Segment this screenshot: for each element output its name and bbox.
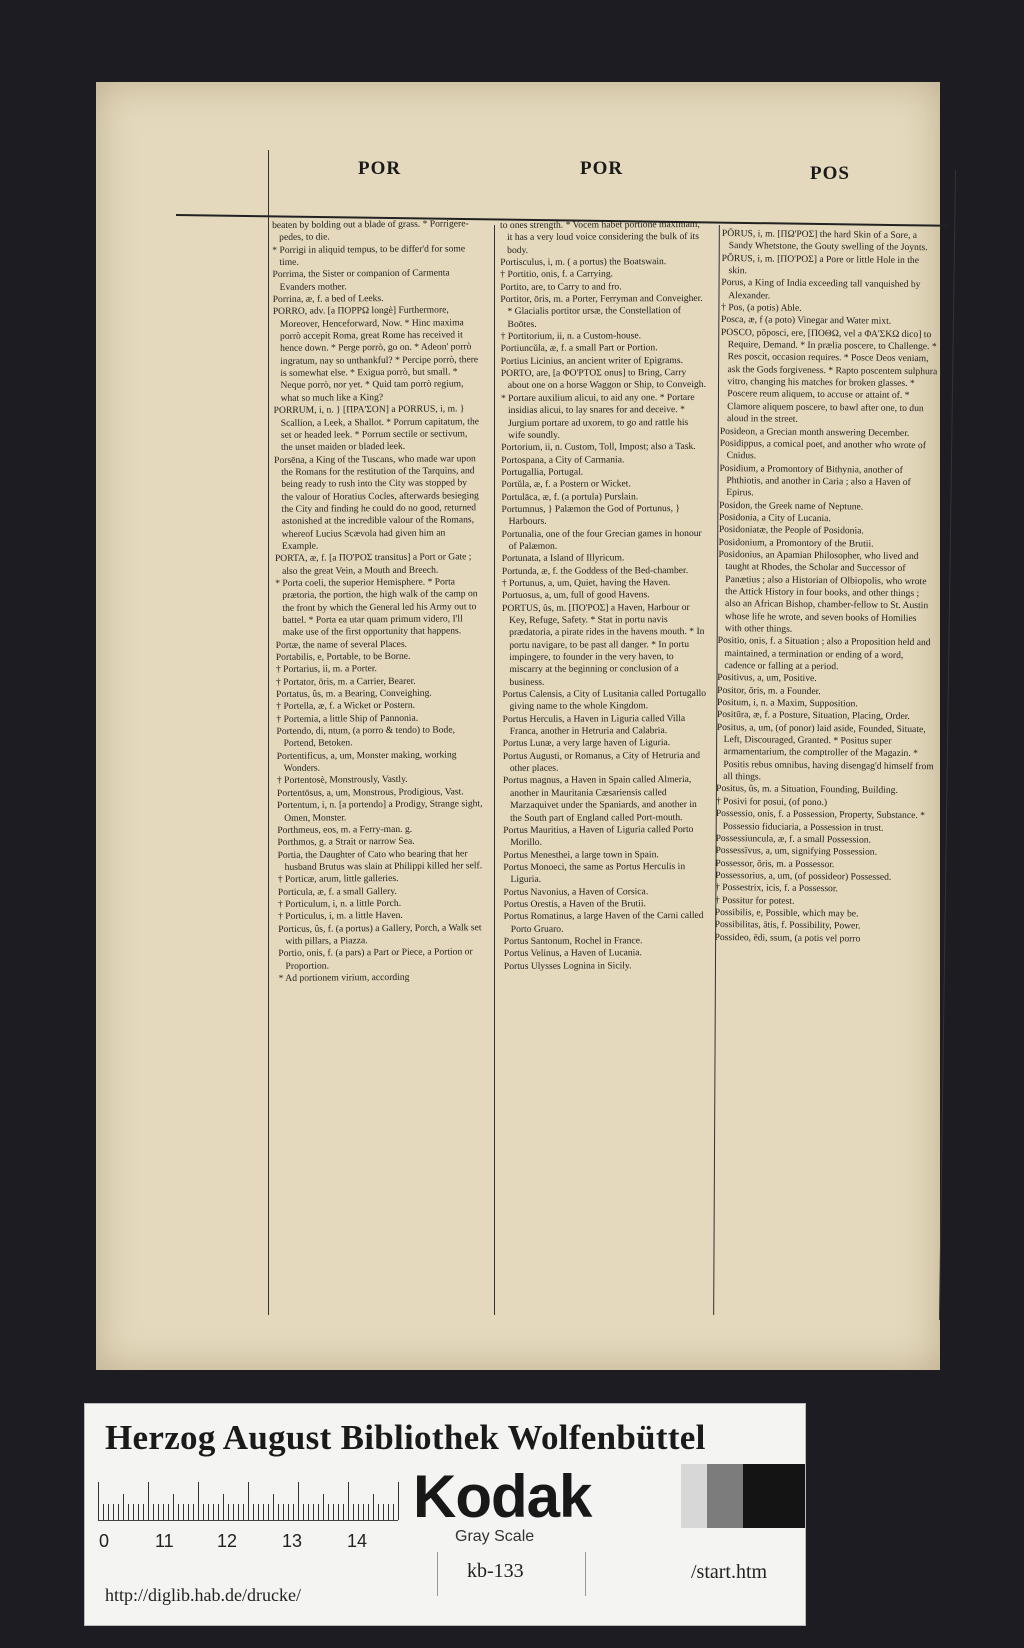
dictionary-entry: † Possestrix, icis, f. a Possessor.: [715, 882, 839, 895]
dictionary-entry: Portus Calensis, a City of Lusitania called Portugallo giving name to the whole Kingdom.: [502, 687, 707, 713]
dictionary-entry: Possessorius, a, um, (of possideor) Possessed.: [715, 869, 892, 883]
dictionary-entry: † Portitorium, ii, n. a Custom-house.: [500, 330, 642, 343]
ruler-tick: [233, 1504, 234, 1520]
ruler-tick: [323, 1494, 324, 1520]
ruler-tick: [148, 1482, 149, 1520]
gray-swatch-light: [681, 1464, 707, 1528]
dictionary-entry: † Porticulum, i, n. a little Porch.: [277, 897, 402, 910]
dictionary-entry: POSCO, pōposci, ere, [ΠΟΘΩ, vel a ΦΑ'ΣΚΩ dico] to Require, Demand. * In prælia poscere, to Challenge. * Res poscit, occasion requires. * Posce Deos veniam, ask the Gods forgiveness. * Rapto poscentem sulphura vitro, changing his matches for broken glasses. * Poscere reum aliquem, to accuse or attaint of. * Clamore aliquem poscere, to bawl after one, to dun aloud in the street.: [720, 326, 938, 425]
ruler-tick: [153, 1504, 154, 1520]
dictionary-entry: † Pos, (a potis) Able.: [721, 302, 802, 314]
dictionary-entry: Portus Augusti, or Romanus, a City of Hetruria and other places.: [502, 749, 701, 775]
dictionary-entry: Portus Ulysses Lognina in Sicily.: [503, 959, 632, 972]
ruler-tick: [253, 1504, 254, 1520]
dictionary-entry: Posidon, the Greek name of Neptune.: [719, 499, 864, 513]
page-right-rule: [939, 170, 956, 1320]
gray-swatch-black: [743, 1464, 805, 1528]
dictionary-entry: Portus Santonum, Rochel in France.: [503, 935, 643, 947]
ruler-tick: [273, 1494, 274, 1520]
dictionary-entry: * Porta coeli, the superior Hemisphere. * Porta prætoria, the portion, the high walk of the camp on the front by which the General led his Army out to battel. * Porta ea utar quam primum videro, I'll make use of the first opportunity that happens.: [275, 576, 478, 639]
dictionary-entry: Positio, onis, f. a Situation ; also a Proposition held and maintained, a termination or ending of a word, cadence or falling at a period.: [717, 635, 931, 673]
dictionary-entry: Positivus, a, um, Positive.: [717, 672, 817, 685]
ruler-tick: [398, 1482, 399, 1520]
dictionary-entry: Portus Lunæ, a very large haven of Liguria.: [502, 737, 671, 750]
ruler-tick: [208, 1504, 209, 1520]
measurement-ruler: [98, 1482, 398, 1521]
dictionary-entry: Porticus, ûs, f. (a portus) a Gallery, Porch, a Walk set with pillars, a Piazza.: [278, 921, 482, 947]
dictionary-entry: Portus Mauritius, a Haven of Liguria called Porto Morillo.: [503, 823, 694, 849]
ruler-tick: [203, 1504, 204, 1520]
gray-scale-label: Gray Scale: [455, 1528, 535, 1545]
kodak-logo: Kodak: [413, 1463, 592, 1530]
dictionary-entry: Possessor, ōris, m. a Possessor.: [715, 857, 835, 870]
ruler-tick: [358, 1504, 359, 1520]
dictionary-entry: Possessio, onis, f. a Possession, Property, Substance. * Possessio fiduciaria, a Possession in trust.: [715, 808, 926, 834]
ruler-tick: [183, 1504, 184, 1520]
dictionary-entry: Positus, ûs, m. a Situation, Founding, Building.: [716, 783, 898, 797]
ruler-tick: [333, 1504, 334, 1520]
dictionary-entry: Portendo, di, ntum, (a porro & tendo) to Bode, Portend, Betoken.: [276, 724, 456, 750]
ruler-tick: [143, 1504, 144, 1520]
dictionary-entry: Posidonium, a Promontory of the Brutii.: [718, 536, 874, 550]
call-number: kb-133: [467, 1560, 524, 1582]
dictionary-entry: Portito, are, to Carry to and fro.: [500, 281, 622, 293]
ruler-tick: [303, 1504, 304, 1520]
dictionary-entry: PORRO, adv. [a ΠΟΡΡΩ longè] Furthermore, Moreover, Henceforward, Now. * Hinc maxima porrò accepit Roma, great Rome has received it hence down. * Perge porrò, go on. * Adeon' porrò ingratum, nay so unthankful? * Percipe porrò, there is somewhat else. * Exigua porrò, but small. * Neque porrò, nor yet. * Quid tam porrò regium, what so much like a King?: [272, 304, 479, 404]
dictionary-entry: PŎRUS, i, m. [ΠΟ'ΡΟΣ] a Pore or little Hole in the skin.: [721, 252, 920, 277]
dictionary-column-1: [272, 218, 488, 1320]
dictionary-entry: Portumnus, } Palæmon the God of Portunus, } Harbours.: [501, 502, 680, 528]
dictionary-entry: Portentificus, a, um, Monster making, working Wonders.: [276, 749, 457, 775]
library-url: http://diglib.hab.de/drucke/: [105, 1585, 301, 1605]
ruler-tick: [363, 1504, 364, 1520]
dictionary-entry: Posidippus, a comical poet, and another who wrote of Cnidus.: [719, 437, 927, 462]
dictionary-entry: Portus Romatinus, a large Haven of the Carni called Porto Gruaro.: [503, 910, 704, 935]
ruler-tick: [173, 1494, 174, 1520]
dictionary-entry: Posidonius, an Apamian Philosopher, who lived and taught at Rhodes, the Scholar and Successor of Panætius ; also a Historian of Olbiopolis, who wrote the Attick History in four books, and other things ; also an African Bishop, chamber-fellow to St. Austin whose life he wrote, and seven books of Homilies with other things.: [718, 548, 929, 635]
ruler-tick: [108, 1504, 109, 1520]
dictionary-entry: Portius Licinius, an ancient writer of Epigrams.: [500, 354, 684, 367]
ruler-number: 11: [155, 1531, 174, 1551]
ruler-number: 14: [347, 1531, 368, 1551]
ruler-tick: [328, 1504, 329, 1520]
dictionary-entry: Positor, ōris, m. a Founder.: [717, 684, 821, 697]
dictionary-entry: Portabilis, e, Portable, to be Borne.: [275, 650, 411, 664]
ruler-tick: [278, 1504, 279, 1520]
dictionary-entry: * Portare auxilium alicui, to aid any one. * Portare insidias alicui, to lay snares for and deceive. * Jurgium portare ad uxorem, to go and rattle his wife soundly.: [500, 391, 695, 441]
dictionary-entry: Portunata, a Island of Illyricum.: [501, 552, 625, 565]
ruler-tick: [113, 1504, 114, 1520]
dictionary-entry: Portuosus, a, um, full of good Havens.: [501, 589, 650, 602]
dictionary-entry: Portentōsus, a, um, Monstrous, Prodigious, Vast.: [276, 786, 464, 799]
dictionary-entry: to ones strength. * Vocem habet portione maximam, it has a very loud voice considering the bulk of its body.: [500, 218, 700, 256]
ruler-tick: [198, 1482, 199, 1520]
ruler-tick: [308, 1504, 309, 1520]
ruler-tick: [338, 1504, 339, 1520]
running-head-center: POR: [580, 158, 624, 179]
ruler-tick: [103, 1504, 104, 1520]
card-separator: [437, 1552, 438, 1596]
ruler-tick: [268, 1504, 269, 1520]
dictionary-entry: Portæ, the name of several Places.: [275, 638, 408, 651]
ruler-tick: [228, 1504, 229, 1520]
ruler-tick: [373, 1494, 374, 1520]
dictionary-entry: † Portella, æ, f. a Wicket or Postern.: [276, 700, 416, 713]
dictionary-entry: Porsēna, a King of the Tuscans, who made war upon the Romans for the restitution of the Tarquins, and being ready to rush into the City was stopped by the valour of Horatius Cocles, afterwards besieging the City and finding he could do no good, returned astonished at the incredible valour of the Romans, whereof Lucius Scævola had given him an Example.: [274, 452, 479, 552]
dictionary-entry: Possessiuncula, æ, f. a small Possession.: [715, 832, 872, 846]
ruler-tick: [218, 1504, 219, 1520]
gray-swatch-mid: [707, 1464, 743, 1528]
ruler-number: 0: [99, 1531, 110, 1551]
dictionary-entry: Portunda, æ, f. the Goddess of the Bed-chamber.: [501, 564, 689, 577]
ruler-tick: [388, 1504, 389, 1520]
ruler-tick: [383, 1504, 384, 1520]
ruler-tick: [123, 1494, 124, 1520]
dictionary-entry: Portitor, ōris, m. a Porter, Ferryman and Conveigher. * Glacialis portitor ursæ, the Constellation of Boōtes.: [500, 293, 703, 330]
dictionary-entry: Portia, the Daughter of Cato who bearing that her husband Brutus was slain at Philippi killed her self.: [277, 847, 483, 873]
start-link: /start.htm: [691, 1561, 768, 1583]
ruler-number: 12: [217, 1531, 238, 1551]
ruler-tick: [293, 1504, 294, 1520]
column-divider-1: [494, 225, 495, 1315]
dictionary-entry: † Portarius, ii, m. a Porter.: [275, 663, 377, 676]
dictionary-entry: Portus Herculis, a Haven in Liguria called Villa Franca, another in Hetruria and Calabria.: [502, 712, 686, 738]
ruler-tick: [283, 1504, 284, 1520]
card-separator: [585, 1552, 586, 1596]
running-head-left: POR: [358, 158, 402, 179]
ruler-tick: [98, 1482, 99, 1520]
page-left-rule: [268, 150, 269, 1315]
dictionary-entry: * Ad portionem virium, according: [278, 971, 410, 984]
dictionary-entry: † Porticulus, i, m. a little Haven.: [278, 910, 403, 923]
ruler-tick: [248, 1482, 249, 1520]
ruler-tick: [343, 1504, 344, 1520]
ruler-tick: [223, 1494, 224, 1520]
ruler-number: 13: [282, 1531, 303, 1551]
dictionary-entry: PORTO, are, [a ΦΟ'ΡΤΟΣ onus] to Bring, Carry about one on a horse Waggon or Ship, to Conveigh.: [500, 367, 707, 392]
ruler-tick: [288, 1504, 289, 1520]
dictionary-entry: PŌRUS, i, m. [ΠΩ'ΡΟΣ] the hard Skin of a Sore, a Sandy Whetstone, the Gouty swelling of the Joynts.: [721, 228, 928, 254]
dictionary-entry: Possibilis, e, Possible, which may be.: [714, 906, 859, 920]
ruler-tick: [178, 1504, 179, 1520]
dictionary-entry: Positum, i, n. a Maxim, Supposition.: [716, 697, 858, 710]
ruler-tick: [368, 1504, 369, 1520]
dictionary-entry: Possibilitas, ātis, f. Possibility, Power.: [714, 919, 861, 932]
dictionary-entry: Posideon, a Grecian month answering December.: [719, 425, 910, 439]
dictionary-column-3: [710, 228, 940, 1330]
ruler-tick: [378, 1504, 379, 1520]
dictionary-entry: Posidoniatæ, the People of Posidonia.: [718, 524, 864, 537]
ruler-tick: [168, 1504, 169, 1520]
ruler-tick: [393, 1504, 394, 1520]
dictionary-entry: Portisculus, i, m. ( a portus) the Boatswain.: [500, 256, 667, 269]
institution-name: Herzog August Bibliothek Wolfenbüttel: [105, 1418, 706, 1457]
ruler-tick: [243, 1504, 244, 1520]
dictionary-entry: PORTUS, ûs, m. [ΠΟ'ΡΟΣ] a Haven, Harbour or Key, Refuge, Safety. * Stat in portu navis prædatoria, a pirate rides in the havens mouth. * In portu navigare, to be past all danger. * In portu impingere, to founder in the very haven, to miscarry at the beginning or conclusion of a business.: [502, 601, 705, 688]
dictionary-entry: Posidium, a Promontory of Bithynia, another of Phthiotis, and another in Caria ; also a Haven of Epirus.: [719, 462, 911, 499]
dictionary-entry: Positūra, æ, f. a Posture, Situation, Placing, Order.: [716, 709, 910, 723]
dictionary-entry: Posca, æ, f (a poto) Vinegar and Water mixt.: [720, 314, 892, 328]
dictionary-column-2: [500, 219, 712, 1320]
dictionary-entry: Portentum, i, n. [a portendo] a Prodigy, Strange sight, Omen, Monster.: [277, 798, 483, 824]
ruler-tick: [298, 1482, 299, 1520]
ruler-tick: [188, 1504, 189, 1520]
dictionary-entry: beaten by bolding out a blade of grass. * Porrigere-pedes, to die.: [272, 218, 469, 244]
dictionary-entry: † Portitio, onis, f. a Carrying.: [500, 268, 614, 281]
ruler-tick: [158, 1504, 159, 1520]
dictionary-entry: † Posivi for posui, (of pono.): [715, 795, 828, 808]
ruler-tick: [128, 1504, 129, 1520]
dictionary-entry: Portugallia, Portugal.: [501, 466, 584, 478]
dictionary-entry: Portus magnus, a Haven in Spain called Almeria, another in Mauritania Cæsariensis called Marzaquivet under the Spaniards, and another in the South part of England called Port-mouth.: [502, 774, 697, 824]
dictionary-entry: † Portentosè, Monstrously, Vastly.: [276, 774, 408, 787]
dictionary-entry: Portorium, ii, n. Custom, Toll, Impost; also a Task.: [501, 441, 696, 454]
ruler-tick: [318, 1504, 319, 1520]
ruler-tick: [263, 1504, 264, 1520]
running-head-right: POS: [810, 163, 850, 184]
dictionary-entry: Portus Velinus, a Haven of Lucania.: [503, 947, 642, 960]
dictionary-entry: † Portunus, a, um, Quiet, having the Haven.: [501, 577, 671, 589]
dictionary-entry: Porthmeus, eos, m. a Ferry-man. g.: [277, 823, 413, 836]
dictionary-entry: Positus, a, um, (of ponor) laid aside, Founded, Situate, Left, Discouraged, Granted. * Positus super armamentarium, the comptroller of the Magazin. * Positis rebus omnibus, having disengag'd himself from all things.: [716, 721, 934, 783]
ruler-tick: [238, 1504, 239, 1520]
dictionary-entry: Portus Orestis, a Haven of the Brutii.: [503, 898, 646, 910]
ruler-tick: [258, 1504, 259, 1520]
dictionary-entry: Portus Menesthei, a large town in Spain.: [503, 848, 659, 861]
dictionary-entry: Portospana, a City of Carmania.: [501, 453, 625, 466]
dictionary-entry: Possessīvus, a, um, signifying Possession.: [715, 845, 878, 858]
ruler-tick: [313, 1504, 314, 1520]
dictionary-entry: Portŭla, æ, f. a Postern or Wicket.: [501, 478, 631, 491]
dictionary-entry: Possideo, ēdi, ssum, (a potis vel porro: [714, 931, 861, 945]
ruler-tick: [213, 1504, 214, 1520]
dictionary-entry: Porrina, æ, f. a bed of Leeks.: [272, 293, 384, 306]
dictionary-entry: Porrima, the Sister or companion of Carmenta Evanders mother.: [272, 267, 450, 293]
ruler-tick: [163, 1504, 164, 1520]
dictionary-entry: Portatus, ûs, m. a Bearing, Conveighing.: [276, 687, 432, 701]
dictionary-entry: Portulāca, æ, f. (a portula) Purslain.: [501, 490, 639, 503]
dictionary-entry: Porticula, æ, f. a small Gallery.: [277, 885, 397, 898]
dictionary-entry: † Porticæ, arum, little galleries.: [277, 873, 399, 886]
ruler-tick: [348, 1482, 349, 1520]
dictionary-entry: Porus, a King of India exceeding tall vanquished by Alexander.: [721, 277, 921, 302]
dictionary-entry: Portus Monoeci, the same as Portus Herculis in Liguria.: [503, 860, 686, 886]
dictionary-entry: Portiuncŭla, æ, f. a small Part or Portion.: [500, 342, 658, 355]
dictionary-entry: † Possitur for potest.: [714, 894, 795, 907]
dictionary-entry: Posidonia, a City of Lucania.: [718, 511, 831, 525]
dictionary-entry: † Portator, ōris, m. a Carrier, Bearer.: [275, 675, 416, 688]
dictionary-entry: Portio, onis, f. (a pars) a Part or Piece, a Portion or Proportion.: [278, 946, 473, 972]
dictionary-entry: Porthmos, g. a Strait or narrow Sea.: [277, 835, 415, 849]
ruler-tick: [193, 1504, 194, 1520]
dictionary-entry: Portunalia, one of the four Grecian games in honour of Palæmon.: [501, 527, 702, 552]
dictionary-entry: PORTA, æ, f. [a ΠΟ'ΡΟΣ transitus] a Port or Gate ; also the great Vein, a Mouth and Breech.: [274, 551, 472, 577]
ruler-tick: [138, 1504, 139, 1520]
ruler-tick: [353, 1504, 354, 1520]
dictionary-entry: * Porrigi in aliquid tempus, to be differ'd for some time.: [272, 243, 466, 268]
color-target-card: [84, 1403, 806, 1626]
dictionary-entry: Portus Navonius, a Haven of Corsica.: [503, 885, 649, 898]
ruler-tick: [118, 1504, 119, 1520]
ruler-tick: [133, 1504, 134, 1520]
dictionary-entry: † Portemia, a little Ship of Pannonia.: [276, 712, 419, 725]
dictionary-entry: PORRUM, i, n. } [ΠΡΑ'ΣΟΝ] a PORRUS, i, m. } Scallion, a Leek, a Shallot. * Porrum capitatum, the set or headed leek. * Porrum sectile or sectivum, the unset maiden or bladed leek.: [273, 403, 480, 454]
